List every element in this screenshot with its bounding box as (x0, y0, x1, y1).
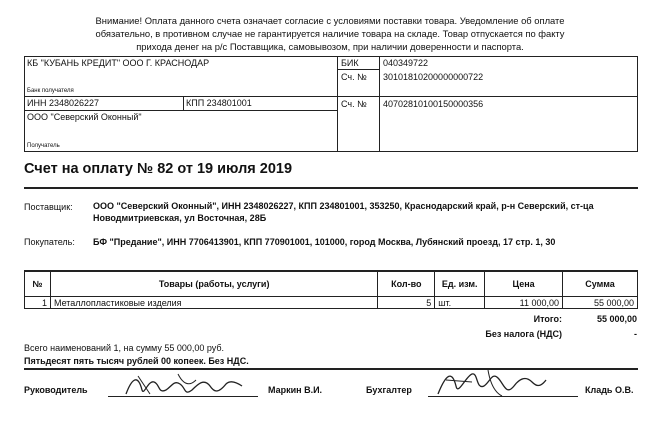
cell-number: 1 (25, 297, 51, 309)
amount-in-words: Пятьдесят пять тысяч рублей 00 копеек. Без НДС. (24, 356, 249, 366)
corr-account-label: Сч. № (341, 72, 367, 82)
corr-account-value: 30101810200000000722 (383, 72, 484, 82)
head-label: Руководитель (24, 385, 88, 395)
total-label: Итого: (533, 314, 562, 324)
payment-notice (60, 14, 600, 53)
cell-sum: 55 000,00 (563, 297, 638, 309)
notice-line-1: Внимание! Оплата данного счета означает согласие с условиями поставки товара. Уведомление об оплате (95, 15, 565, 26)
cell-price: 11 000,00 (485, 297, 563, 309)
recipient-caption: Получатель (27, 143, 60, 149)
divider (183, 96, 184, 110)
vat-label: Без налога (НДС) (485, 329, 562, 339)
recipient-name: ООО "Северский Оконный" (27, 112, 142, 122)
divider (25, 110, 337, 111)
head-name: Маркин В.И. (268, 385, 323, 395)
head-signature (118, 368, 248, 400)
account-value: 40702810100150000356 (383, 99, 484, 109)
total-value: 55 000,00 (596, 314, 637, 324)
col-header-qty: Кол-во (378, 271, 435, 297)
invoice-title: Счет на оплату № 82 от 19 июля 2019 (24, 161, 293, 177)
supplier-line-1: ООО "Северский Оконный", ИНН 2348026227, КПП 234801001, 353250, Краснодарский край, р-н Северский, ст-ца (93, 201, 594, 211)
notice-line-3: прихода денег на р/с Поставщика, самовывозом, при наличии доверенности и паспорта. (136, 41, 524, 52)
account-label: Сч. № (341, 99, 367, 109)
divider (379, 57, 380, 151)
accountant-label: Бухгалтер (366, 385, 412, 395)
accountant-name: Кладь О.В. (585, 385, 634, 395)
kpp-value: КПП 234801001 (186, 98, 252, 108)
inn-value: ИНН 2348026227 (27, 98, 100, 108)
supplier-details (93, 200, 638, 224)
table-row (25, 297, 638, 309)
table-header-row (25, 271, 638, 297)
buyer-label: Покупатель: (24, 237, 75, 247)
items-count-line: Всего наименований 1, на сумму 55 000,00 руб. (24, 343, 225, 353)
col-header-goods: Товары (работы, услуги) (50, 271, 377, 297)
cell-qty: 5 (378, 297, 435, 309)
col-header-number: № (25, 271, 51, 297)
items-table (24, 270, 638, 309)
supplier-line-2: Новодмитриевская, ул Восточная, 28Б (93, 213, 267, 223)
col-header-sum: Сумма (563, 271, 638, 297)
buyer-details: БФ "Предание", ИНН 7706413901, КПП 770901001, 101000, город Москва, Лубянский проезд, 17 стр. 1, 30 (93, 237, 556, 247)
accountant-signature (432, 366, 552, 402)
bank-details-box (24, 56, 638, 152)
divider (337, 96, 637, 97)
divider (337, 69, 379, 70)
bik-value: 040349722 (383, 58, 429, 68)
col-header-price: Цена (485, 271, 563, 297)
divider (337, 57, 338, 151)
title-rule (24, 187, 638, 189)
bank-caption: Банк получателя (27, 88, 74, 94)
divider (25, 96, 337, 97)
notice-line-2: обязательно, в противном случае не гарантируется наличие товара на складе. Товар отпускается по факту (95, 28, 565, 39)
supplier-label: Поставщик: (24, 202, 73, 212)
bik-label: БИК (341, 58, 359, 68)
vat-value: - (634, 329, 637, 339)
bank-name: КБ "КУБАНЬ КРЕДИТ" ООО Г. КРАСНОДАР (27, 58, 210, 68)
col-header-unit: Ед. изм. (435, 271, 485, 297)
cell-unit: шт. (435, 297, 485, 309)
cell-goods: Металлопластиковые изделия (50, 297, 377, 309)
